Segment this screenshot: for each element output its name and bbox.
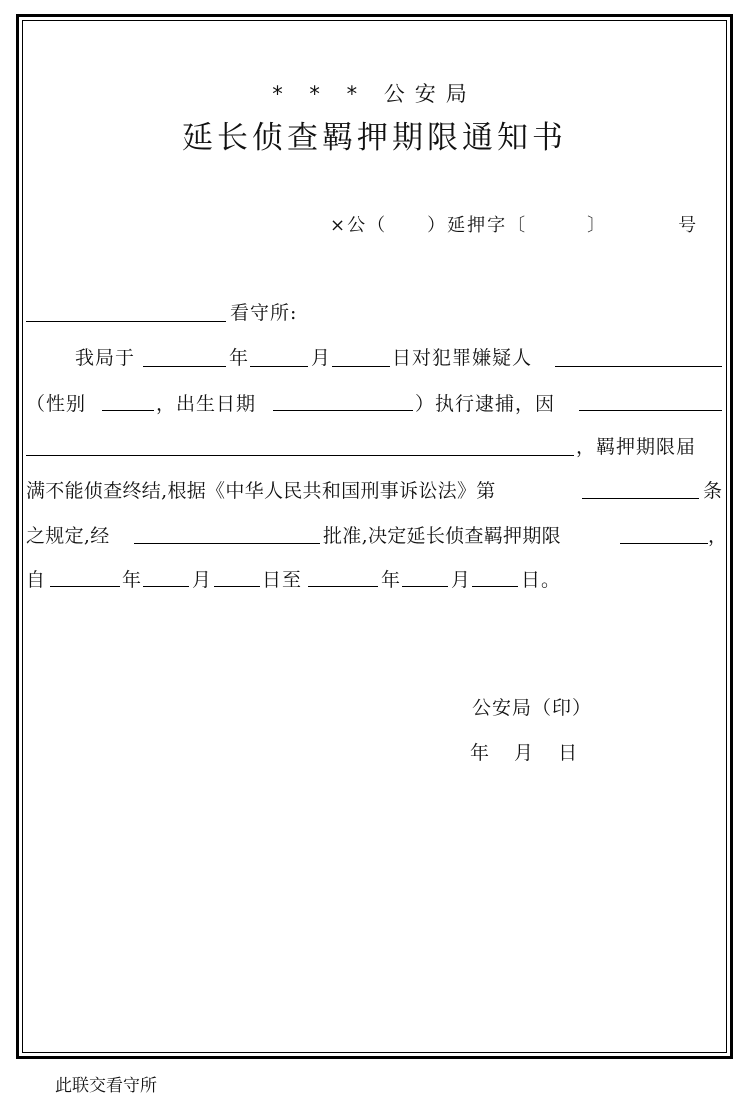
start-day-blank[interactable] — [214, 586, 260, 587]
text-segment: 条 — [703, 480, 724, 502]
text-segment: 批准,决定延长侦查羁押期限 — [323, 525, 561, 547]
start-month-blank[interactable] — [143, 586, 189, 587]
extension-period-blank[interactable] — [620, 543, 708, 544]
reason-blank[interactable] — [579, 410, 722, 411]
text-segment: 满不能侦查终结,根据《中华人民共和国刑事诉讼法》第 — [26, 480, 496, 502]
start-year-blank[interactable] — [50, 586, 120, 587]
text-segment: 年 — [229, 347, 250, 369]
text-segment: ）执行逮捕，因 — [415, 393, 556, 415]
text-segment: 年 — [381, 569, 402, 591]
suspect-name-blank[interactable] — [555, 366, 722, 367]
signature-date: 年 月 日 — [470, 742, 578, 764]
birth-date-blank[interactable] — [273, 410, 413, 411]
text-segment: 月 — [451, 569, 472, 591]
end-month-blank[interactable] — [402, 586, 448, 587]
document-number: ×公（ ）延押字〔 〕 号 — [330, 215, 699, 236]
document-title: 延长侦查羁押期限通知书 — [182, 120, 567, 156]
reason-continued-blank[interactable] — [26, 455, 574, 456]
issuing-agency: * * * 公安局 — [272, 82, 477, 106]
gender-blank[interactable] — [102, 410, 154, 411]
year-blank[interactable] — [143, 366, 226, 367]
text-segment: 日。 — [521, 569, 562, 591]
month-blank[interactable] — [250, 366, 308, 367]
text-segment: （性别 — [26, 393, 87, 415]
seal-line: 公安局（印） — [472, 697, 593, 719]
text-segment: 月 — [311, 347, 332, 369]
copy-note: 此联交看守所 — [55, 1076, 157, 1096]
text-segment: ，羁押期限届 — [576, 436, 697, 458]
text-segment: ， — [708, 525, 729, 547]
end-day-blank[interactable] — [472, 586, 518, 587]
detention-center-blank[interactable] — [26, 321, 226, 322]
end-year-blank[interactable] — [308, 586, 378, 587]
text-segment: ，出生日期 — [156, 393, 257, 415]
approver-blank[interactable] — [134, 543, 320, 544]
text-segment: 日对犯罪嫌疑人 — [392, 347, 533, 369]
text-segment: 自 — [26, 569, 47, 591]
addressee-label: 看守所: — [230, 302, 298, 324]
text-segment: 我局于 — [75, 347, 136, 369]
text-segment: 年 — [122, 569, 143, 591]
text-segment: 月 — [192, 569, 213, 591]
article-number-blank[interactable] — [582, 498, 699, 499]
text-segment: 之规定,经 — [26, 525, 110, 547]
text-segment: 日至 — [262, 569, 303, 591]
day-blank[interactable] — [332, 366, 390, 367]
